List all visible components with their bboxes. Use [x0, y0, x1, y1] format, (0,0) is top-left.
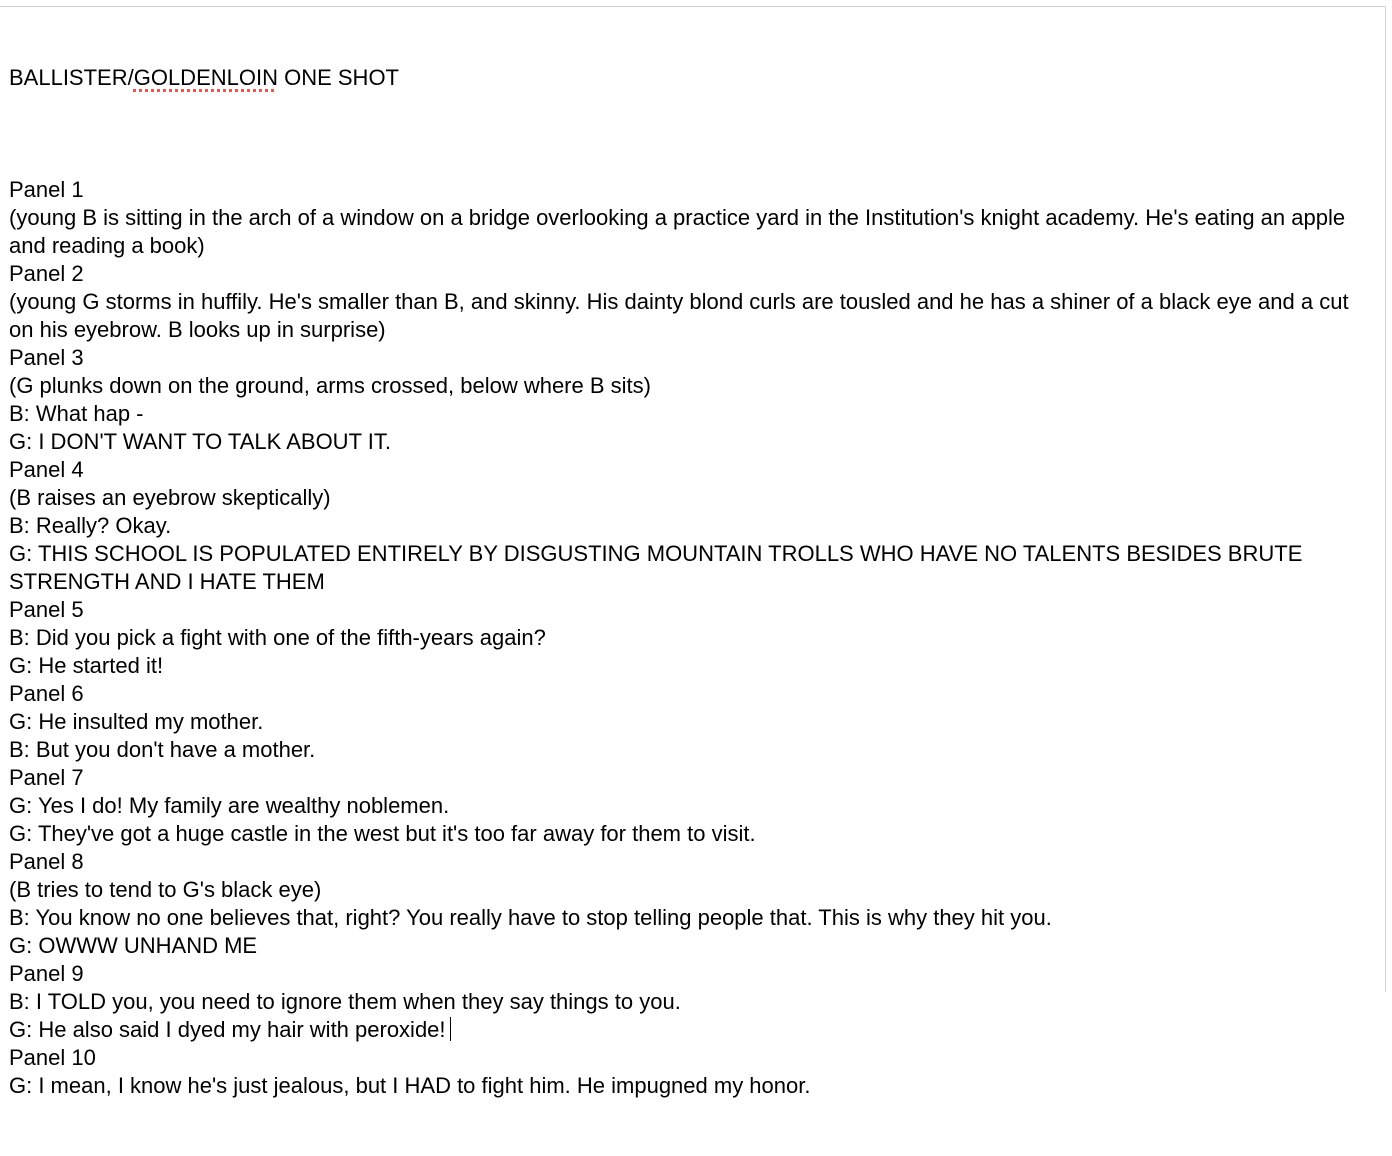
document-line: [9, 456, 1379, 484]
document-line: [9, 204, 1379, 260]
document-line-text: G: I DON'T WANT TO TALK ABOUT IT.: [9, 429, 391, 454]
document-line: [9, 428, 1379, 456]
document-line-text: G: OWWW UNHAND ME: [9, 933, 258, 958]
document-body: [9, 148, 1379, 1100]
document-line: [9, 708, 1379, 736]
document-line-text: Panel 9: [9, 961, 84, 986]
document-line: [9, 176, 1379, 204]
document-line: [9, 680, 1379, 708]
document-line: [9, 1072, 1379, 1100]
document-line: [9, 652, 1379, 680]
document-line-text: B: You know no one believes that, right? You really have to stop telling people that. This is why they hit you.: [9, 905, 1052, 930]
document-line-text: (young G storms in huffily. He's smaller than B, and skinny. His dainty blond curls are tousled and he has a shiner of a black eye and a cut on his eyebrow. B looks up in surprise): [9, 289, 1355, 342]
document-line-text: (B tries to tend to G's black eye): [9, 877, 322, 902]
document-line: [9, 400, 1379, 428]
document-line-text: G: THIS SCHOOL IS POPULATED ENTIRELY BY DISGUSTING MOUNTAIN TROLLS WHO HAVE NO TALENTS BESIDES BRUTE STRENGTH AND I HATE THEM: [9, 541, 1309, 594]
document-line-text: Panel 7: [9, 765, 84, 790]
document-line: [9, 288, 1379, 344]
document-line-text: Panel 5: [9, 597, 84, 622]
title-suffix: ONE SHOT: [277, 65, 399, 90]
document-line-text: Panel 6: [9, 681, 84, 706]
document-title-line: [9, 64, 1379, 92]
document-line: [9, 960, 1379, 988]
document-line-text: B: Did you pick a fight with one of the fifth-years again?: [9, 625, 546, 650]
document-line-text: B: I TOLD you, you need to ignore them when they say things to you.: [9, 989, 681, 1014]
document-line-text: G: I mean, I know he's just jealous, but I HAD to fight him. He impugned my honor.: [9, 1073, 811, 1098]
document-line: [9, 988, 1379, 1016]
document-line: [9, 512, 1379, 540]
document-line: [9, 932, 1379, 960]
document-line-text: (young B is sitting in the arch of a window on a bridge overlooking a practice yard in the Institution's knight academy. He's eating an apple and reading a book): [9, 205, 1352, 258]
document-line: [9, 1016, 1379, 1044]
document-line-text: (B raises an eyebrow skeptically): [9, 485, 331, 510]
document-line: [9, 820, 1379, 848]
document-line-text: Panel 10: [9, 1045, 96, 1070]
document-line: [9, 484, 1379, 512]
document-line: [9, 624, 1379, 652]
document-line-text: Panel 3: [9, 345, 84, 370]
document-line-text: Panel 1: [9, 177, 84, 202]
top-divider: [0, 6, 1386, 7]
document-line: [9, 596, 1379, 624]
document-line: [9, 372, 1379, 400]
document-text-area[interactable]: [9, 8, 1379, 1156]
document-line: [9, 540, 1379, 596]
document-line-text: B: But you don't have a mother.: [9, 737, 316, 762]
document-line-text: G: Yes I do! My family are wealthy noblemen.: [9, 793, 450, 818]
document-line: [9, 148, 1379, 176]
document-line: [9, 764, 1379, 792]
document-line: [9, 344, 1379, 372]
document-line-text: (G plunks down on the ground, arms crossed, below where B sits): [9, 373, 651, 398]
document-line: [9, 876, 1379, 904]
document-line: [9, 260, 1379, 288]
document-line: [9, 736, 1379, 764]
document-line: [9, 904, 1379, 932]
document-line: [9, 848, 1379, 876]
document-line: [9, 792, 1379, 820]
document-line-text: Panel 4: [9, 457, 84, 482]
document-line-text: G: He started it!: [9, 653, 164, 678]
document-line-text: B: What hap -: [9, 401, 144, 426]
right-divider: [1385, 6, 1386, 992]
spellcheck-flagged-word[interactable]: GOLDENLOIN: [133, 65, 278, 90]
text-caret: [450, 1017, 451, 1041]
title-prefix: BALLISTER/: [9, 65, 134, 90]
document-line-text: G: He insulted my mother.: [9, 709, 264, 734]
document-line-text: Panel 2: [9, 261, 84, 286]
document-line-text: G: They've got a huge castle in the west but it's too far away for them to visit.: [9, 821, 756, 846]
document-line-text: G: He also said I dyed my hair with peroxide!: [9, 1017, 446, 1042]
document-line-text: Panel 8: [9, 849, 84, 874]
document-line: [9, 1044, 1379, 1072]
document-line-text: B: Really? Okay.: [9, 513, 172, 538]
